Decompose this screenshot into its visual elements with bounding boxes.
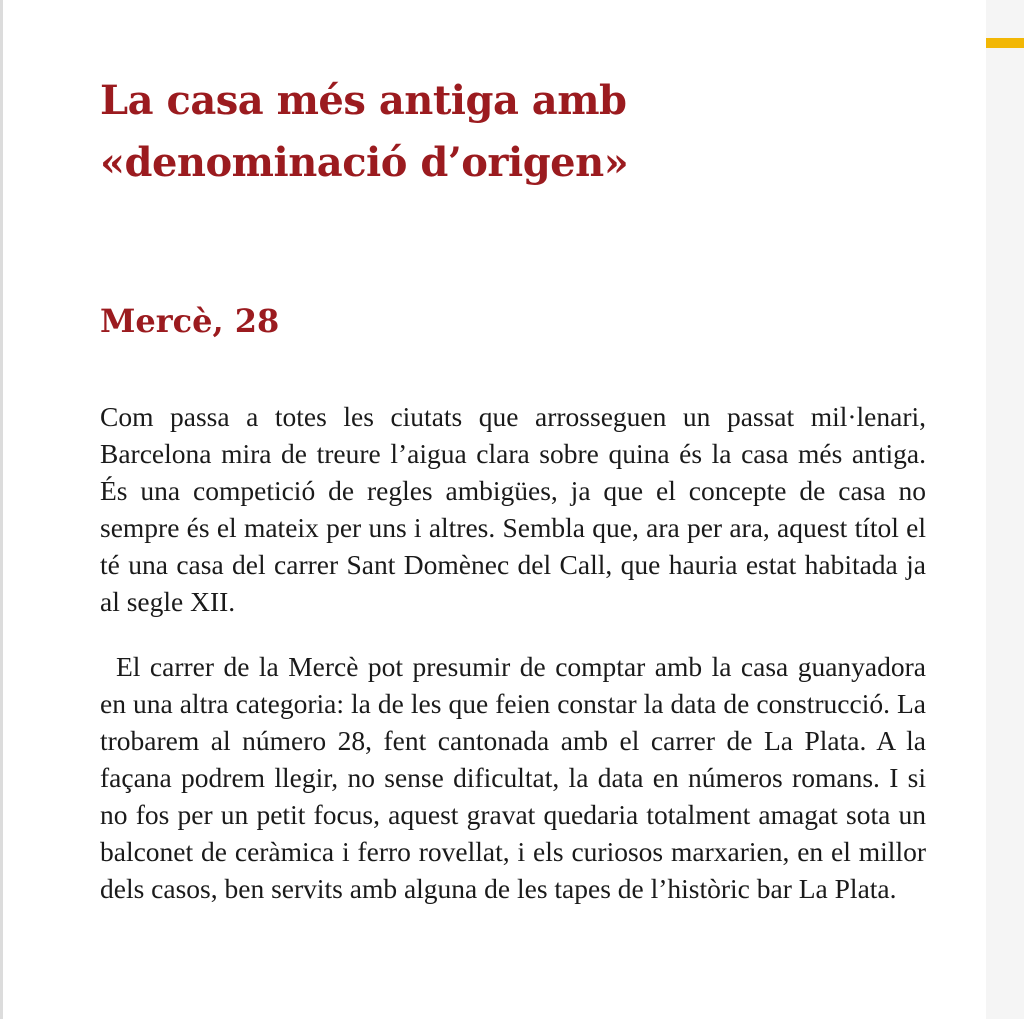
- address-heading: Mercè, 28: [100, 302, 280, 340]
- body-paragraph-2: El carrer de la Mercè pot presumir de comptar amb la casa guanyadora en una altra categoria: la de les que feien constar la data de construcció. La trobarem al número 28, fent cantonada amb el carrer de La Plata. A la façana podrem llegir, no sense dificultat, la data en números romans. I si no fos per un petit focus, aquest gravat quedaria totalment amagat sota un balconet de ceràmica i ferro rovellat, i els curiosos marxarien, en el millor dels casos, ben servits amb alguna de les tapes de l’històric bar La Plata.: [100, 651, 926, 904]
- bookmark-ribbon[interactable]: [986, 38, 1024, 48]
- reader-right-margin: [986, 0, 1024, 1019]
- page-left-edge: [0, 0, 3, 1019]
- chapter-title-line-1: La casa més antiga amb: [100, 77, 627, 124]
- chapter-title: [100, 70, 926, 194]
- chapter-title-line-2: «denominació d’origen»: [100, 139, 629, 186]
- body-paragraph-1: Com passa a totes les ciutats que arrosseguen un passat mil·lenari, Barcelona mira de treure l’aigua clara sobre quina és la casa més antiga. És una competició de regles ambigües, ja que el concepte de casa no sempre és el mateix per uns i altres. Sembla que, ara per ara, aquest títol el té una casa del carrer Sant Domènec del Call, que hauria estat habitada ja al segle XII.: [100, 401, 926, 617]
